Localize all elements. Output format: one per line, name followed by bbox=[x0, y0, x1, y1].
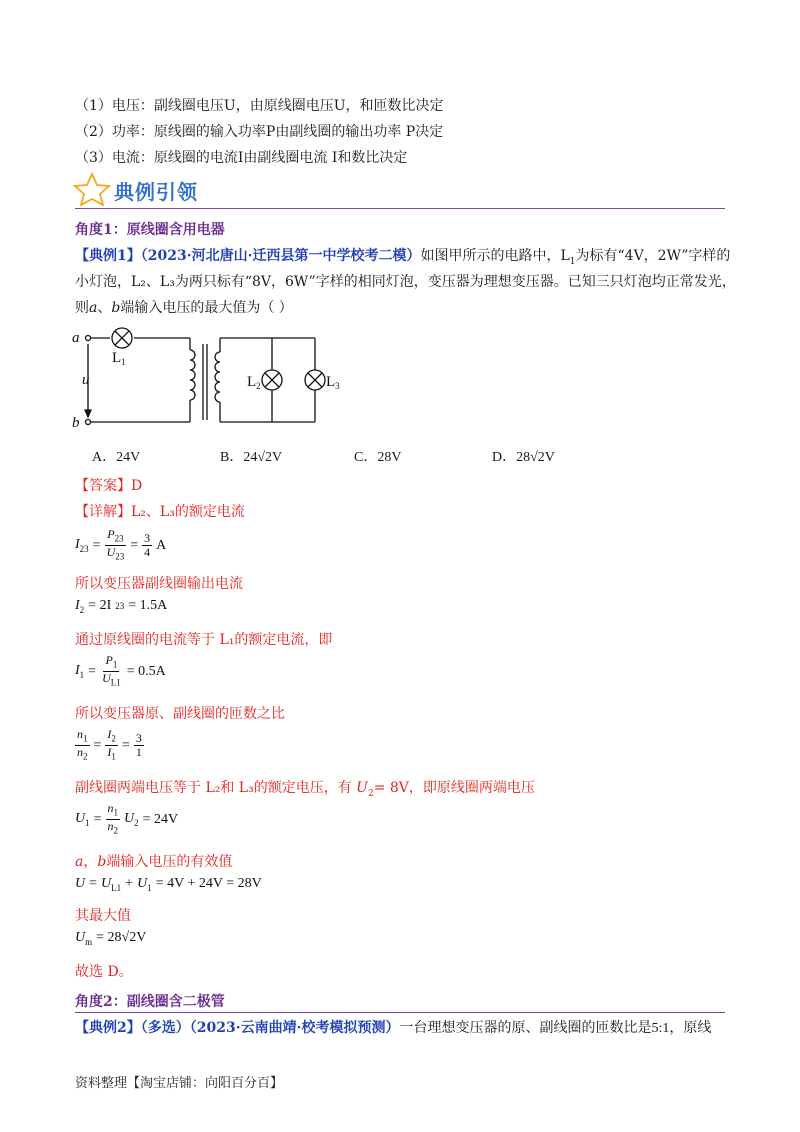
label-l1: $L_1$ bbox=[112, 350, 126, 367]
equation-4: $\frac{n_1}{n_2}$ = $\frac{I_2}{I_1}$ = $\frac{3}{1}$ bbox=[77, 727, 142, 762]
example-1-text-a: 如图甲所示的电路中，L bbox=[420, 248, 570, 264]
answer: 【答案】D bbox=[75, 478, 143, 494]
star-icon bbox=[72, 172, 112, 206]
angle-2-heading: 角度2：副线圈含二极管 bbox=[75, 994, 225, 1010]
lamp-l3 bbox=[305, 370, 325, 390]
equation-6: U = $U_{L1}$ + $U_1$ = 4V + 24V = 28V bbox=[75, 876, 262, 893]
option-d[interactable]: D．28√2V bbox=[492, 450, 555, 465]
section-header bbox=[72, 172, 232, 206]
example-1-text-a-sub: 1 bbox=[569, 256, 576, 267]
label-b: b bbox=[72, 415, 80, 431]
section-title: 典例引领 bbox=[114, 180, 198, 204]
footer: 资料整理【淘宝店铺：向阳百分百】 bbox=[75, 1076, 284, 1091]
detail-text-6: a，b端输入电压的有效值 bbox=[75, 854, 233, 870]
label-l3: $L_3$ bbox=[326, 374, 340, 391]
angle-2-divider bbox=[75, 1012, 725, 1013]
sep: 、 bbox=[97, 300, 112, 316]
lamp-l2 bbox=[262, 370, 282, 390]
section-divider bbox=[75, 208, 725, 209]
detail-text-3: 通过原线圈的电流等于 L₁的额定电流，即 bbox=[75, 632, 333, 648]
example-1-line-1 bbox=[75, 246, 730, 272]
angle-1-heading: 角度1：原线圈含用电器 bbox=[75, 222, 225, 238]
intro-line-1: （1）电压：副线圈电压U，由原线圈电压U，和匝数比决定 bbox=[75, 98, 444, 114]
label-a: a bbox=[72, 330, 80, 346]
equation-2: $I_2$ = 2I 23 = 1.5A bbox=[75, 598, 168, 615]
detail-intro: 【详解】L₂、L₃的额定电流 bbox=[75, 504, 245, 520]
detail-text-5: 副线圈两端电压等于 L₂和 L₃的额定电压，有 $U_2= 8V$，即原线圈两端电压 bbox=[75, 780, 535, 799]
terminal-b-label: b bbox=[111, 300, 121, 316]
equation-1: $I_{23}$ = $\frac{P_{23}}{U_{23}}$ = $\frac{3}{4}$ A bbox=[75, 527, 167, 562]
equation-5: $U_1$ = $\frac{n_1}{n_2}$ $U_2$ = 24V bbox=[75, 801, 179, 836]
circuit-diagram bbox=[72, 322, 372, 432]
example-1-line-3-prefix: 则 bbox=[75, 300, 89, 316]
example-1-line-3 bbox=[75, 298, 293, 318]
detail-text-4: 所以变压器原、副线圈的匝数之比 bbox=[75, 706, 285, 722]
intro-line-2: （2）功率：原线圈的输入功率P由副线圈的输出功率 P决定 bbox=[75, 124, 444, 140]
detail-text-8: 故选 D。 bbox=[75, 964, 133, 980]
example-1-line-3-rest: 端输入电压的最大值为（ ） bbox=[120, 300, 293, 316]
example-1-text-b: 为标有“4V，2W”字样的 bbox=[575, 248, 731, 264]
option-b[interactable]: B．24√2V bbox=[220, 450, 283, 465]
terminal-a-label: a bbox=[89, 300, 98, 316]
detail-text-7: 其最大值 bbox=[75, 908, 131, 924]
label-u: u bbox=[82, 372, 90, 388]
detail-text-2: 所以变压器副线圈输出电流 bbox=[75, 576, 243, 592]
example-1-source: （2023·河北唐山·迁西县第一中学校考二模） bbox=[140, 248, 421, 264]
equation-7: $U_m$ = 28√2V bbox=[75, 930, 147, 947]
option-a[interactable]: A．24V bbox=[92, 450, 141, 465]
example-1-tag: 【典例1】 bbox=[75, 248, 141, 264]
label-l2: $L_2$ bbox=[247, 374, 261, 391]
intro-line-3: （3）电流：原线圈的电流I由副线圈电流 I和数比决定 bbox=[75, 150, 408, 166]
option-c[interactable]: C．28V bbox=[354, 450, 402, 465]
options-row bbox=[92, 446, 732, 466]
lamp-l1 bbox=[112, 328, 132, 348]
example-2-line-1: 【典例2】（多选）（2023·云南曲靖·校考模拟预测）一台理想变压器的原、副线圈的匝数比是5:1，原线 bbox=[75, 1020, 712, 1036]
equation-3: $I_1$ = $\frac{P_1}{U_{L1}}$ = 0.5A bbox=[75, 653, 166, 688]
example-1-line-2: 小灯泡，L₂、L₃为两只标有“8V，6W”字样的相同灯泡，变压器为理想变压器。已知三只灯泡均正常发光， bbox=[75, 274, 736, 290]
